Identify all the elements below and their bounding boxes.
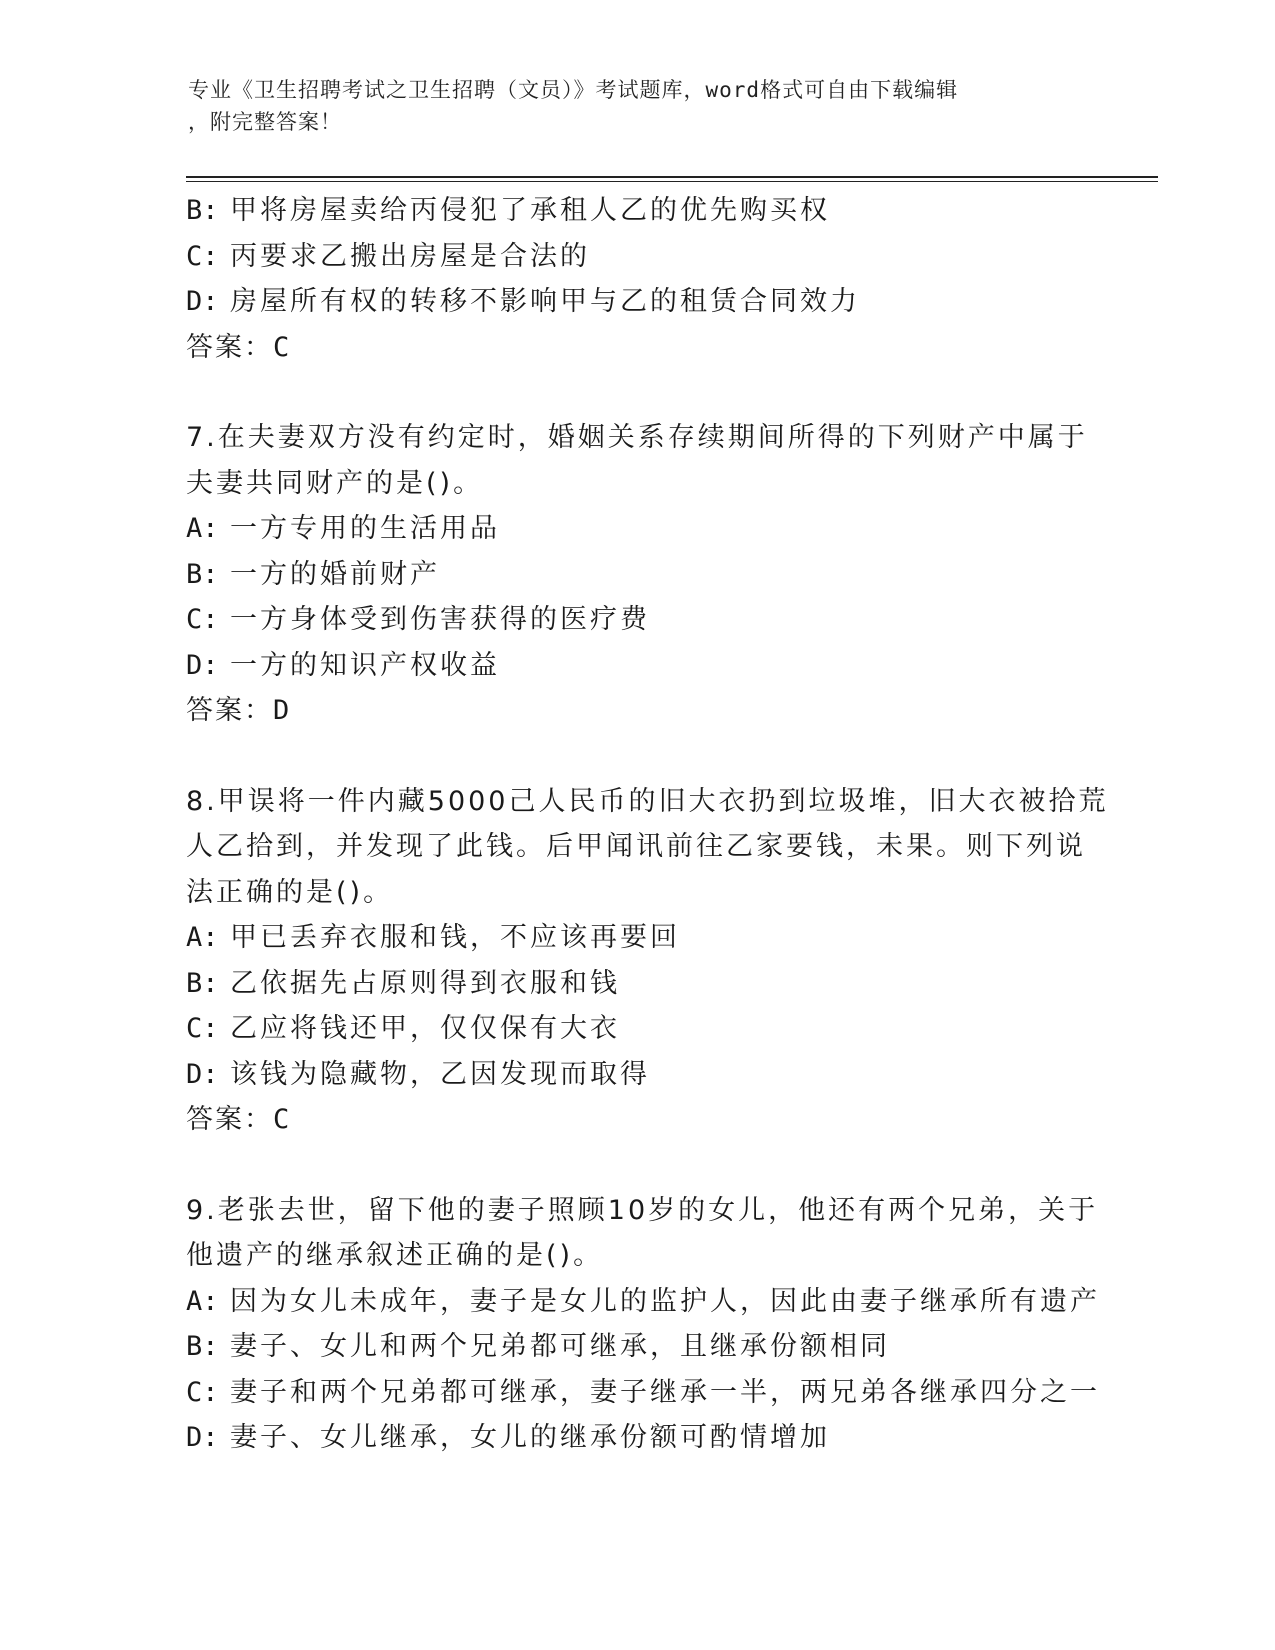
option-d xyxy=(186,643,1086,689)
option-b xyxy=(186,188,1086,234)
question-stem-line: 人乙拾到，并发现了此钱。后甲闻讯前往乙家要钱，未果。则下列说 xyxy=(186,831,1086,862)
option-text: 丙要求乙搬出房屋是合法的 xyxy=(230,240,590,272)
option-key: B: xyxy=(186,1331,219,1362)
option-key: C: xyxy=(186,1013,219,1044)
option-key: D: xyxy=(186,649,219,681)
question-stem-line: 7.在夫妻双方没有约定时，婚姻关系存续期间所得的下列财产中属于 xyxy=(186,422,1088,453)
option-a xyxy=(186,1279,1100,1325)
page-header xyxy=(188,74,1068,138)
question-stem-line: 法正确的是()。 xyxy=(186,876,394,908)
option-key: B: xyxy=(186,195,219,226)
option-key: B: xyxy=(186,967,219,999)
answer xyxy=(186,1097,1086,1143)
option-text: 妻子、女儿继承，女儿的继承份额可酌情增加 xyxy=(230,1422,830,1453)
option-key: C: xyxy=(186,240,219,272)
option-key: D: xyxy=(186,1422,219,1453)
question-9 xyxy=(186,1188,1100,1461)
question-stem-line: 8.甲误将一件内藏5000己人民币的旧大衣扔到垃圾堆，旧大衣被拾荒 xyxy=(186,785,1109,817)
option-d xyxy=(186,1415,1086,1461)
answer-label: 答案： xyxy=(186,695,273,726)
option-key: C: xyxy=(186,1376,219,1408)
question-stem-line: 他遗产的继承叙述正确的是()。 xyxy=(186,1240,604,1271)
header-rule-thick xyxy=(186,176,1158,178)
option-b xyxy=(186,961,1086,1007)
option-a xyxy=(186,915,1086,961)
option-key: D: xyxy=(186,1058,219,1090)
option-b xyxy=(186,1324,1086,1370)
option-d xyxy=(186,279,1086,325)
option-text: 乙应将钱还甲，仅仅保有大衣 xyxy=(230,1013,620,1044)
option-key: A: xyxy=(186,922,219,953)
spacer xyxy=(186,734,1086,779)
answer-value: C xyxy=(273,331,290,363)
question-stem-line: 9.老张去世，留下他的妻子照顾10岁的女儿，他还有两个兄弟，关于 xyxy=(186,1194,1099,1226)
option-key: C: xyxy=(186,604,219,635)
answer-value: D xyxy=(273,695,290,726)
option-d xyxy=(186,1052,1086,1098)
answer-value: C xyxy=(273,1104,290,1135)
header-line-2: ，附完整答案！ xyxy=(188,110,342,134)
spacer xyxy=(186,1143,1086,1188)
header-rule-thin xyxy=(186,181,1158,182)
option-text: 该钱为隐藏物，乙因发现而取得 xyxy=(230,1058,650,1090)
answer xyxy=(186,688,1086,734)
option-c xyxy=(186,1370,1100,1416)
option-a xyxy=(186,506,1086,552)
header-line-1: 专业《卫生招聘考试之卫生招聘（文员）》考试题库，word格式可自由下载编辑 xyxy=(188,78,959,102)
answer-label: 答案： xyxy=(186,1104,273,1135)
option-c xyxy=(186,234,1086,280)
answer-label: 答案： xyxy=(186,331,273,363)
option-b xyxy=(186,552,1086,598)
question-8 xyxy=(186,779,1109,1143)
question-content xyxy=(186,188,1109,1461)
option-text: 妻子和两个兄弟都可继承，妻子继承一半，两兄弟各继承四分之一 xyxy=(230,1376,1100,1408)
option-text: 乙依据先占原则得到衣服和钱 xyxy=(230,967,620,999)
option-text: 一方的婚前财产 xyxy=(230,558,440,590)
option-text: 一方专用的生活用品 xyxy=(230,513,500,544)
option-key: A: xyxy=(186,513,219,544)
option-text: 一方的知识产权收益 xyxy=(230,649,500,681)
option-text: 一方身体受到伤害获得的医疗费 xyxy=(230,604,650,635)
option-key: D: xyxy=(186,286,219,317)
option-c xyxy=(186,597,1086,643)
question-6-continued xyxy=(186,188,1086,370)
option-text: 甲已丢弃衣服和钱，不应该再要回 xyxy=(230,922,680,953)
option-text: 甲将房屋卖给丙侵犯了承租人乙的优先购买权 xyxy=(230,195,830,226)
question-stem-line: 夫妻共同财产的是()。 xyxy=(186,467,484,499)
option-key: B: xyxy=(186,558,219,590)
spacer xyxy=(186,370,1086,415)
option-text: 妻子、女儿和两个兄弟都可继承，且继承份额相同 xyxy=(230,1331,890,1362)
option-c xyxy=(186,1006,1086,1052)
option-text: 因为女儿未成年，妻子是女儿的监护人，因此由妻子继承所有遗产 xyxy=(230,1285,1100,1317)
option-text: 房屋所有权的转移不影响甲与乙的租赁合同效力 xyxy=(230,286,860,317)
question-7 xyxy=(186,415,1086,734)
option-key: A: xyxy=(186,1285,219,1317)
answer xyxy=(186,325,1086,371)
